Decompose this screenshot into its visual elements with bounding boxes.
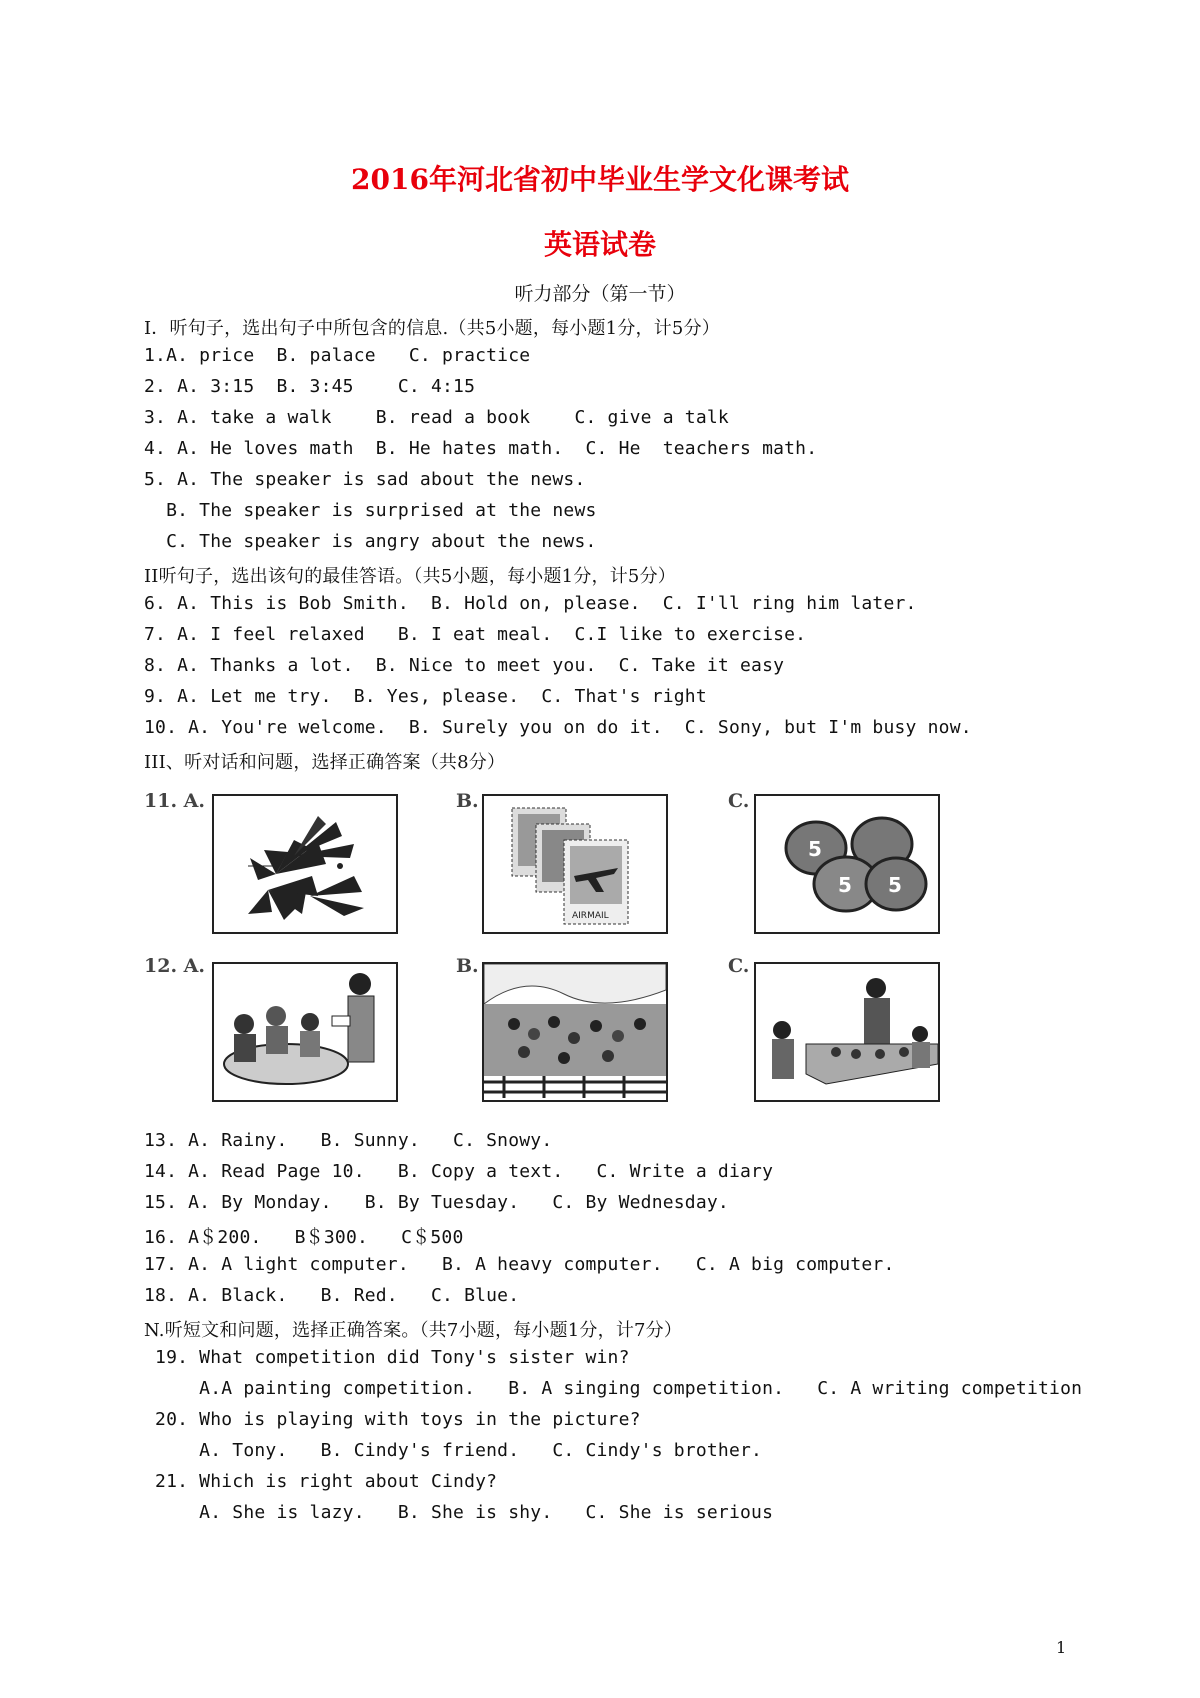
page-number: 1 (1056, 1638, 1067, 1657)
question-19: 19. What competition did Tony's sister win? (144, 1347, 630, 1368)
market-picture (754, 962, 940, 1102)
coin-value-3: 5 (888, 873, 902, 897)
question-7: 7. A. I feel relaxed B. I eat meal. C.I like to exercise. (144, 624, 807, 645)
question-9: 9. A. Let me try. B. Yes, please. C. That's right (144, 686, 707, 707)
question-3: 3. A. take a walk B. read a book C. give a talk (144, 407, 729, 428)
restaurant-illustration (214, 964, 396, 1100)
question-21-options: A. She is lazy. B. She is shy. C. She is serious (144, 1502, 774, 1523)
question-2: 2. A. 3:15 B. 3:45 C. 4:15 (144, 376, 476, 397)
question-20-options: A. Tony. B. Cindy's friend. C. Cindy's brother. (144, 1440, 763, 1461)
question-17: 17. A. A light computer. B. A heavy computer. C. A big computer. (144, 1254, 895, 1275)
question-4: 4. A. He loves math B. He hates math. C. He teachers math. (144, 438, 818, 459)
q12-label-a: 12. A. (144, 955, 206, 977)
question-13: 13. A. Rainy. B. Sunny. C. Snowy. (144, 1130, 553, 1151)
coin-value-2: 5 (838, 873, 852, 897)
question-16: 16. A＄200. B＄300. C＄500 (144, 1227, 464, 1248)
exam-subtitle: 英语试卷 (543, 228, 656, 261)
question-1: 1.A. price B. palace C. practice (144, 345, 531, 366)
stamps-picture (482, 794, 668, 934)
question-5-option-c: C. The speaker is angry about the news. (144, 531, 597, 552)
coins-illustration (756, 796, 938, 932)
part-1-heading: I．听句子，选出句子中所包含的信息.（共5小题，每小题1分，计5分） (144, 318, 720, 339)
market-illustration (756, 964, 938, 1100)
question-14: 14. A. Read Page 10. B. Copy a text. C. Write a diary (144, 1161, 774, 1182)
question-8: 8. A. Thanks a lot. B. Nice to meet you. C. Take it easy (144, 655, 785, 676)
coin-value-1: 5 (808, 837, 822, 861)
q12-label-b: B. (456, 955, 479, 977)
question-6: 6. A. This is Bob Smith. B. Hold on, please. C. I'll ring him later. (144, 593, 917, 614)
park-picture (482, 962, 668, 1102)
exam-title: 2016年河北省初中毕业生学文化课考试 (351, 163, 849, 196)
part-3-heading: III、听对话和问题，选择正确答案（共8分） (144, 752, 506, 773)
section-heading-listening: 听力部分（第一节） (514, 283, 686, 305)
q12-label-c: C. (728, 955, 750, 977)
q11-label-c: C. (728, 790, 750, 812)
question-21: 21. Which is right about Cindy? (144, 1471, 498, 1492)
question-10: 10. A. You're welcome. B. Surely you on do it. C. Sony, but I'm busy now. (144, 717, 972, 738)
question-20: 20. Who is playing with toys in the picture? (144, 1409, 641, 1430)
question-18: 18. A. Black. B. Red. C. Blue. (144, 1285, 520, 1306)
kite-picture (212, 794, 398, 934)
question-15: 15. A. By Monday. B. By Tuesday. C. By Wednesday. (144, 1192, 729, 1213)
part-2-heading: II听句子，选出该句的最佳答语。（共5小题，每小题1分，计5分） (144, 566, 676, 587)
stamps-illustration (484, 796, 666, 932)
park-illustration (484, 964, 666, 1100)
airmail-stamp-text: AIRMAIL (572, 911, 609, 921)
question-5-option-b: B. The speaker is surprised at the news (144, 500, 597, 521)
coins-picture (754, 794, 940, 934)
restaurant-picture (212, 962, 398, 1102)
q11-label-b: B. (456, 790, 479, 812)
kite-illustration (214, 796, 396, 932)
part-4-heading: N.听短文和问题，选择正确答案。（共7小题，每小题1分，计7分） (144, 1320, 683, 1341)
q11-label-a: 11. A. (144, 790, 206, 812)
question-5: 5. A. The speaker is sad about the news. (144, 469, 586, 490)
question-19-options: A.A painting competition. B. A singing competition. C. A writing competition (144, 1378, 1083, 1399)
